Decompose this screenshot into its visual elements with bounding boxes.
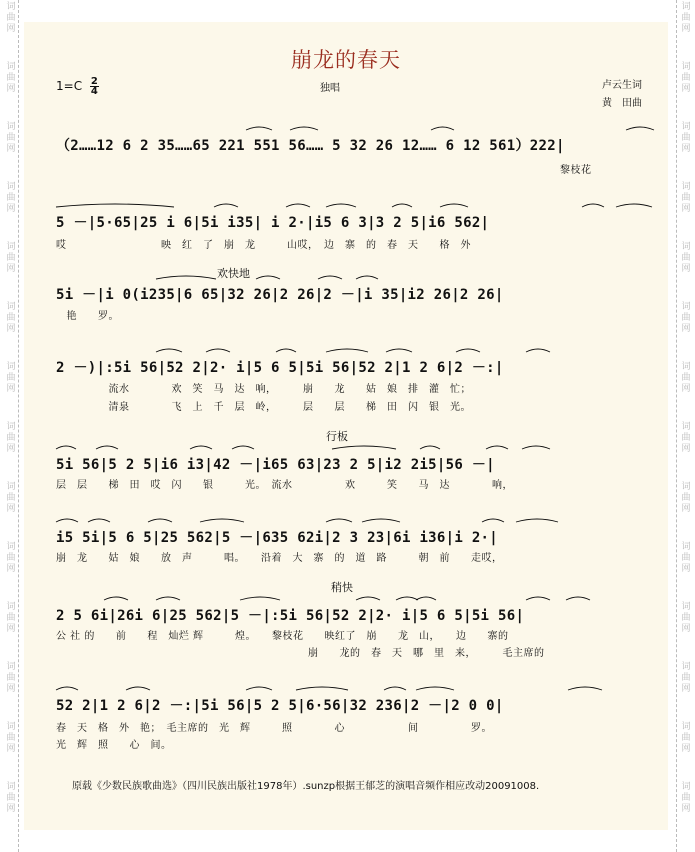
lyric-row-7b: 崩 龙的 春 天 哪 里 来， 毛主席的 xyxy=(56,648,545,659)
slur-arc xyxy=(616,204,652,207)
composer: 黄 田曲 xyxy=(602,98,642,109)
time-signature xyxy=(90,77,99,96)
slur-arc xyxy=(420,446,440,449)
slur-arc xyxy=(96,446,118,449)
slur-arc xyxy=(232,446,254,449)
lyric-row-6: 崩 龙 姑 娘 放 声 唱。 沿着 大 寨 的 道 路 朝 前 走哎， xyxy=(56,553,503,564)
notation-row-2: 5 －|5·65|25 i 6|5i i35| i 2·|i5 6 3|3 2 5|i6 562| xyxy=(56,215,490,231)
slur-arc xyxy=(56,687,78,690)
watermark-left: 词 曲 网 xyxy=(6,722,16,754)
time-bottom: 4 xyxy=(90,86,98,97)
slur-arc xyxy=(148,519,172,522)
watermark-right: 词 曲 网 xyxy=(681,2,691,34)
slur-arc xyxy=(516,519,558,522)
lyric-row-1: 黎枝花 xyxy=(56,165,592,176)
watermark-left: 词 曲 网 xyxy=(6,602,16,634)
slur-arc xyxy=(582,204,604,207)
slur-arc xyxy=(126,687,150,690)
watermark-right: 词 曲 网 xyxy=(681,362,691,394)
slur-arc xyxy=(416,687,454,690)
slur-arc xyxy=(214,204,238,207)
slur-arc xyxy=(190,446,212,449)
song-title: 崩龙的春天 xyxy=(291,48,401,72)
slur-arc xyxy=(356,276,378,279)
slur-arc xyxy=(56,204,174,207)
slur-arc xyxy=(522,446,550,449)
score-sheet xyxy=(24,22,668,830)
watermark-left: 词 曲 网 xyxy=(6,782,16,814)
slur-arc xyxy=(156,276,216,279)
slur-arc xyxy=(362,519,400,522)
slur-arc xyxy=(88,519,110,522)
slur-arc xyxy=(256,276,280,279)
key-signature xyxy=(56,77,99,96)
lyric-row-3: 艳 罗。 xyxy=(56,311,119,322)
watermark-right: 词 曲 网 xyxy=(681,422,691,454)
watermark-left: 词 曲 网 xyxy=(6,662,16,694)
slur-arc xyxy=(326,519,352,522)
key-label: 1=C xyxy=(56,79,83,93)
lyric-row-8b: 光 辉 照 心 间。 xyxy=(56,740,172,751)
watermark-right: 词 曲 网 xyxy=(681,782,691,814)
notation-row-6: i5 5i|5 6 5|25 562|5 －|635 62i|2 3 23|6i i36|i 2·| xyxy=(56,530,499,546)
source-note: 原载《少数民族歌曲选》（四川民族出版社1978年）.sunzp根据王郁芝的演唱音频作相应改动20091008. xyxy=(72,781,540,792)
slur-arc xyxy=(286,204,310,207)
slur-arc xyxy=(56,446,76,449)
watermark-left: 词 曲 网 xyxy=(6,242,16,274)
lyric-row-8a: 春 天 格 外 艳； 毛主席的 光 辉 照 心 间 罗。 xyxy=(56,723,492,734)
watermark-left: 词 曲 网 xyxy=(6,482,16,514)
watermark-right: 词 曲 网 xyxy=(681,482,691,514)
slur-arc xyxy=(526,349,550,352)
time-top: 2 xyxy=(90,76,98,87)
slur-arc xyxy=(431,127,454,130)
slur-arc xyxy=(626,127,654,130)
lyric-row-2: 哎 映 红 了 崩 龙 山哎， 边 寨 的 春 天 格 外 xyxy=(56,240,471,251)
slur-arc xyxy=(246,127,272,130)
slur-arc xyxy=(240,597,280,600)
notation-row-1: （2……12 6 2 35……65 221 551 56…… 5 32 26 12…… 6 12 561）222| xyxy=(56,138,565,154)
watermark-left: 词 曲 网 xyxy=(6,302,16,334)
slur-arc xyxy=(386,349,412,352)
slur-arc xyxy=(568,687,602,690)
slur-arc xyxy=(104,597,128,600)
performance-mode: 独唱 xyxy=(320,83,340,94)
slur-arc xyxy=(318,276,342,279)
slur-arc xyxy=(482,519,504,522)
watermark-left: 词 曲 网 xyxy=(6,182,16,214)
tempo-mark-3: 稍快 xyxy=(331,581,353,594)
slur-arc xyxy=(56,519,78,522)
watermark-left: 词 曲 网 xyxy=(6,2,16,34)
slur-arc xyxy=(200,519,244,522)
watermark-right: 词 曲 网 xyxy=(681,542,691,574)
slur-arc xyxy=(156,349,182,352)
lyricist: 卢云生词 xyxy=(602,80,642,91)
notation-row-4: 2 －)|:5i 56|52 2|2· i|5 6 5|5i 56|52 2|1 2 6|2 －:| xyxy=(56,360,504,376)
watermark-right: 词 曲 网 xyxy=(681,62,691,94)
slur-arc xyxy=(566,597,590,600)
tempo-mark-1: 欢快地 xyxy=(217,267,250,280)
watermark-left: 词 曲 网 xyxy=(6,62,16,94)
slur-arc xyxy=(416,597,436,600)
lyric-row-7a: 公 社 的 前 程 灿烂 辉 煌。 黎枝花 映红了 崩 龙 山， 边 寨的 xyxy=(56,631,509,642)
slur-arc xyxy=(392,204,412,207)
slur-arc xyxy=(396,597,418,600)
watermark-left: 词 曲 网 xyxy=(6,122,16,154)
watermark-right: 词 曲 网 xyxy=(681,662,691,694)
watermark-right: 词 曲 网 xyxy=(681,122,691,154)
notation-row-3: 5i －|i 0(i235|6 65|32 26|2 26|2 －|i 35|i2 26|2 26| xyxy=(56,287,504,303)
watermark-right: 词 曲 网 xyxy=(681,302,691,334)
notation-row-8: 52 2|1 2 6|2 －:|5i 56|5 2 5|6·56|32 236|2 －|2 0 0| xyxy=(56,698,504,714)
slur-arc xyxy=(246,687,272,690)
watermark-right: 词 曲 网 xyxy=(681,242,691,274)
slur-arc xyxy=(290,127,318,130)
slur-arc xyxy=(326,349,368,352)
slur-arc xyxy=(206,349,230,352)
lyric-row-5: 层 层 梯 田 哎 闪 银 光。 流水 欢 笑 马 达 响， xyxy=(56,480,513,491)
slur-arc xyxy=(332,446,396,449)
slur-arc xyxy=(384,687,406,690)
lyric-row-4b: 清泉 飞 上 千 层 岭， 层 层 梯 田 闪 银 光。 xyxy=(56,402,471,413)
slur-arc xyxy=(356,597,380,600)
notation-row-7: 2 5 6i|26i 6|25 562|5 －|:5i 56|52 2|2· i|5 6 5|5i 56| xyxy=(56,608,525,624)
slur-arc xyxy=(526,597,550,600)
lyric-row-4a: 流水 欢 笑 马 达 响， 崩 龙 姑 娘 排 灌 忙； xyxy=(56,384,471,395)
slur-arc xyxy=(456,349,480,352)
watermark-right: 词 曲 网 xyxy=(681,722,691,754)
slur-arc xyxy=(296,687,348,690)
slur-arc xyxy=(156,597,180,600)
tempo-mark-2: 行板 xyxy=(326,430,348,443)
watermark-left: 词 曲 网 xyxy=(6,362,16,394)
watermark-left: 词 曲 网 xyxy=(6,542,16,574)
credits xyxy=(602,77,642,113)
slur-arc xyxy=(326,204,356,207)
slur-arc xyxy=(276,349,296,352)
notation-row-5: 5i 56|5 2 5|i6 i3|42 －|i65 63|23 2 5|i2 2i5|56 －| xyxy=(56,457,495,473)
slur-arc xyxy=(486,446,508,449)
slur-arc xyxy=(440,204,468,207)
watermark-right: 词 曲 网 xyxy=(681,602,691,634)
watermark-left: 词 曲 网 xyxy=(6,422,16,454)
watermark-right: 词 曲 网 xyxy=(681,182,691,214)
